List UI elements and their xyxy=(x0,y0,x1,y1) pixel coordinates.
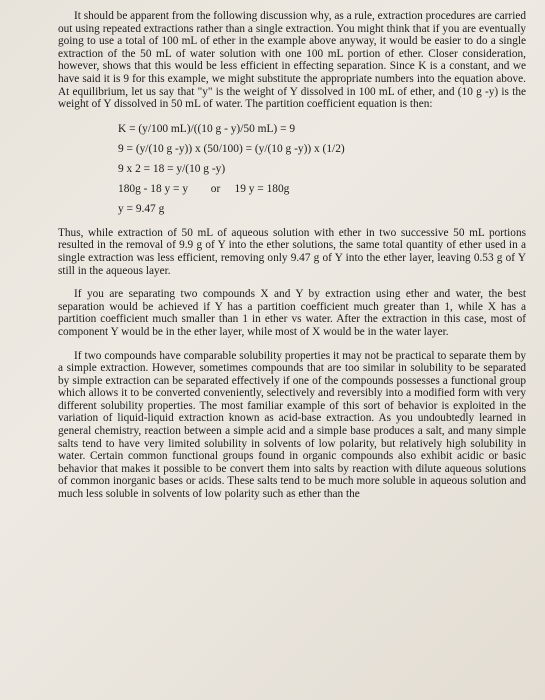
equation-2: 9 = (y/(10 g -y)) x (50/100) = (y/(10 g -y)) x (1/2) xyxy=(118,142,345,155)
paragraph-comparison: Thus, while extraction of 50 mL of aqueous solution with ether in two successive 50 mL portions resulted in the removal of 9.9 g of Y into the ether solutions, the same total quantity of ether used in a single extraction was less efficient, removing only 9.47 g of Y into the ether layer, leaving 0.53 g of Y still in the aqueous layer. xyxy=(58,226,526,277)
paragraph-acid-base-extraction: If two compounds have comparable solubility properties it may not be practical to separate them by a simple extraction. However, sometimes compounds that are too similar in solubility to be separated by simple extraction can be separated effectively if one of the compounds possesses a functional group which allows it to be converted conveniently, selectively and reversibly into a modified form with very different solubility properties. The most familiar example of this sort of behavior is exploited in the variation of liquid-liquid extraction known as acid-base extraction. As you undoubtedly learned in general chemistry, reaction between a simple acid and a simple base produces a salt, and many simple salts tend to have very limited solubility in solvents of low polarity, but relatively high solubility in water. Certain common functional groups found in organic compounds also exhibit acidic or basic behavior that makes it possible to be convert them into salts by reaction with dilute aqueous solutions of common inorganic bases or acids. These salts tend to be much more soluble in aqueous solution and much less soluble in solvents of low polarity such as ether than the xyxy=(58,349,526,501)
equation-3: 9 x 2 = 18 = y/(10 g -y) xyxy=(118,162,226,175)
equation-4: 180g - 18 y = y or 19 y = 180g xyxy=(118,182,290,195)
paragraph-repeated-extractions: It should be apparent from the following discussion why, as a rule, extraction procedures are carried out using repeated extractions rather than a single extraction. You might think that if you are eventually going to use a total of 100 mL of ether in the example above anyway, it would be easier to do a single extraction of the 50 mL of water solution with one 100 mL portion of ether. Closer consideration, however, shows that this would be less efficient in effecting separation. Since K is a constant, and we have said it is 9 for this example, we might substitute the appropriate numbers into the equation above. At equilibrium, let us say that "y" is the weight of Y dissolved in 100 mL of ether, and (10 g -y) is the weight of Y dissolved in 50 mL of water. The partition coefficient equation is then: xyxy=(58,10,526,111)
page-content xyxy=(58,10,526,501)
equation-5: y = 9.47 g xyxy=(118,202,165,215)
paragraph-gap xyxy=(58,339,526,350)
paragraph-gap xyxy=(58,277,526,288)
equation-1: K = (y/100 mL)/((10 g - y)/50 mL) = 9 xyxy=(118,122,296,135)
paragraph-partition-coefficients: If you are separating two compounds X and Y by extraction using ether and water, the best separation would be achieved if Y has a partition coefficient much greater than 1, while X has a partition coefficient much smaller than 1 in ether vs water. After the extraction in this case, most of component Y would be in the ether layer, while most of X would be in the water layer. xyxy=(58,288,526,338)
partition-equations xyxy=(118,119,526,219)
